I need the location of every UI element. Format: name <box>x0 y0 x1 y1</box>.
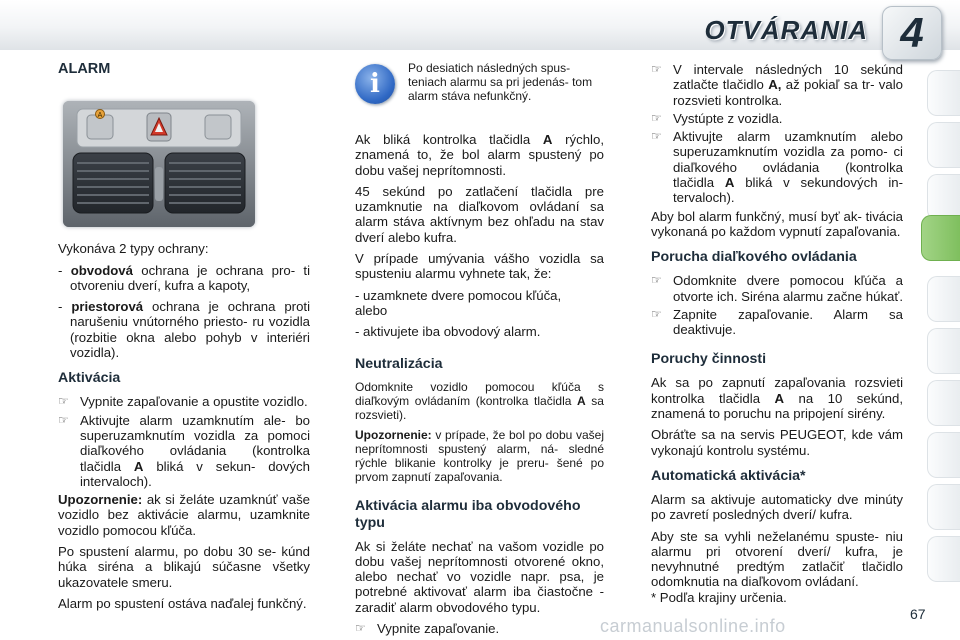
chapter-tab-1[interactable] <box>927 70 960 116</box>
sirene-para: Po spustení alarmu, po dobu 30 se- kúnd húka siréna a blikajú súčasne všetky ukazovatele smeru. <box>58 544 310 590</box>
blink-para <box>355 132 604 178</box>
list-item <box>651 273 903 304</box>
upozornenie-label: Upozornenie: <box>58 492 143 508</box>
auto-para-1: Alarm sa aktivuje automaticky dve minúty po zavretí posledných dverí/ kufra. <box>651 491 903 523</box>
list-item <box>651 307 903 338</box>
column-2 <box>355 62 604 639</box>
watermark: carmanualsonline.info <box>600 616 786 636</box>
type-obvodova-label: obvodová <box>70 262 133 278</box>
chapter-tab-3[interactable] <box>927 174 960 220</box>
list-item <box>651 111 903 126</box>
heading-automaticka: Automatická aktivácia* <box>651 467 806 484</box>
neutral-warning <box>355 428 604 484</box>
wash-para: V prípade umývania vášho vozidla sa spusteniu alarmu vyhnete tak, že: <box>355 251 604 282</box>
upozornenie-text: ak si želáte uzamknúť vaše vozidlo bez aktivácie alarmu, uzamknite vozidlo pomocou kľúča. <box>58 492 310 538</box>
pointing-hand-icon: ☞ <box>651 62 662 76</box>
chapter-tabs <box>926 70 960 610</box>
heading-poruchy: Poruchy činnosti <box>651 351 767 368</box>
info-note <box>355 62 604 126</box>
pointing-hand-icon: ☞ <box>651 306 662 321</box>
functional-para: Aby bol alarm funkčný, musí byť ak- tivácia vykonaná po každom vypnutí zapaľovania. <box>651 208 903 239</box>
chapter-number: 4 <box>900 9 924 56</box>
chapter-tab-10[interactable] <box>927 536 960 582</box>
para-text: sa rozsvieti). <box>355 393 604 422</box>
item-text: Zapnite zapaľovanie. Alarm sa deaktivuje. <box>673 306 903 338</box>
type-priestorova-text: ochrana je ochrana proti narušeniu vnútorného priesto- ru vozidla (rozbitie okna alebo pohyb v interiéri vozidla). <box>70 299 311 361</box>
chapter-title: OTVÁRANIA <box>704 15 868 45</box>
section-heading-alarm: ALARM <box>58 61 111 77</box>
para-text: Ak sa po zapnutí zapaľovania rozsvieti kontrolka tlačidla <box>651 375 903 406</box>
chapter-number-badge <box>882 6 942 60</box>
item-text: Aktivujte alarm uzamknutím ale- bo superuzamknutím vozidla za pomoci diaľkového ovládania (kontrolka tlačidla <box>80 412 310 474</box>
dashboard-photo <box>63 101 255 227</box>
pointing-hand-icon: ☞ <box>58 412 69 427</box>
chapter-tab-5[interactable] <box>927 276 960 322</box>
para-text: rýchlo, znamená to, že bol alarm spustený po dobu vašej neprítomnosti. <box>355 132 604 178</box>
para-text: v prípade, že bol po dobu vašej neprítomnosti spustený alarm, ná- sledné rýchle blikanie kontrolky je preru- šené po prvom zapnutí zapaľovania. <box>355 427 604 484</box>
info-note-text: Po desiatich následných spus- teniach alarmu sa pri jedenás- tom alarm stáva nefunkčný. <box>408 61 593 103</box>
item-text: bliká v sekundových in- tervaloch). <box>673 175 903 206</box>
button-a-ref: A <box>774 390 785 406</box>
obvod-para: Ak si želáte nechať na vašom vozidle po dobu vašej neprítomnosti otvorené okno, alebo nechať vo vozidle napr. psa, je potrebné aktivovať alarm iba čiastočne - zaradiť alarm obvodového typu. <box>355 538 604 615</box>
list-item <box>651 62 903 108</box>
button-a-ref: A, <box>768 77 782 93</box>
type-obvodova-text: ochrana je ochrana pro- ti otvoreniu dverí, kufra a kapoty, <box>70 262 310 293</box>
heading-obvodovy: Aktivácia alarmu iba obvodového typu <box>355 497 581 531</box>
item-text: V intervale následných 10 sekúnd zatlačte tlačidlo <box>673 62 903 93</box>
chapter-tab-9[interactable] <box>927 484 960 530</box>
auto-para-2: Aby ste sa vyhli neželanému spuste- niu alarmu pri otvorení dverí/ kufra, je nevyhnutné predtým zatlačiť tlačidlo odomknutia na diaľkovom ovládaní. <box>651 528 903 590</box>
para-text: na 10 sekúnd, znamená to poruchu na pripojení sirény. <box>651 390 903 422</box>
column-1 <box>58 62 310 617</box>
servis-para: Obráťte sa na servis PEUGEOT, kde vám vykonajú kontrolu systému. <box>651 427 903 458</box>
upozornenie-para <box>58 492 310 538</box>
chapter-tab-8[interactable] <box>927 432 960 478</box>
footnote: * Podľa krajiny určenia. <box>651 590 787 605</box>
pointing-hand-icon: ☞ <box>355 621 366 636</box>
pointing-hand-icon: ☞ <box>58 394 69 409</box>
para-text: Ak bliká kontrolka tlačidla <box>355 132 543 147</box>
heading-neutralizacia: Neutralizácia <box>355 355 443 372</box>
item-text: Vystúpte z vozidla. <box>673 110 783 126</box>
info-icon: i <box>355 64 395 104</box>
item-text: bliká v sekun- dových intervaloch). <box>80 458 310 489</box>
page-number: 67 <box>910 606 926 622</box>
heading-porucha: Porucha diaľkového ovládania <box>651 249 857 266</box>
type-priestorova-label: priestorová <box>71 299 144 315</box>
list-item <box>651 129 903 205</box>
item-text: Vypnite zapaľovanie a opustite vozidlo. <box>80 394 308 410</box>
item-text: Vypnite zapaľovanie. <box>377 621 500 637</box>
poruchy-para <box>651 375 903 421</box>
wash-option-2: - aktivujete iba obvodový alarm. <box>355 324 541 340</box>
pointing-hand-icon: ☞ <box>651 110 662 125</box>
button-a-label: A <box>97 112 103 120</box>
wash-option-or: alebo <box>355 302 388 318</box>
button-a-ref: A <box>133 458 144 474</box>
list-item <box>58 413 310 489</box>
para-text: Odomknite vozidlo pomocou kľúča s diaľkovým ovládaním (kontrolka tlačidla <box>355 379 604 408</box>
chapter-tab-4-active[interactable] <box>921 215 960 261</box>
item-text: až pokiaľ sa tr- valo rozsvieti kontrolka. <box>673 77 904 108</box>
chapter-tab-2[interactable] <box>927 122 960 168</box>
intro-text: Vykonáva 2 typy ochrany: <box>58 241 209 257</box>
heading-aktivacia: Aktivácia <box>58 370 121 387</box>
button-a-ref: A <box>724 175 735 191</box>
pointing-hand-icon: ☞ <box>651 129 662 144</box>
wash-option-1: - uzamknete dvere pomocou kľúča, <box>355 287 562 303</box>
column-3 <box>651 62 903 596</box>
neutral-para <box>355 380 604 422</box>
item-text: Aktivujte alarm uzamknutím alebo superuzamknutím vozidla za pomo- ci diaľkového ovládania (kontrolka tlačidla <box>673 129 903 191</box>
dashboard-illustration <box>63 101 255 227</box>
chapter-tab-7[interactable] <box>927 380 960 426</box>
list-item <box>58 394 310 409</box>
delay-para: 45 sekúnd po zatlačení tlačidla pre uzamknutie na diaľkovom ovládaní sa alarm stáva aktívnym bez ohľadu na stav dverí alebo kufra. <box>355 183 604 245</box>
pointing-hand-icon: ☞ <box>651 273 662 288</box>
chapter-tab-6[interactable] <box>927 328 960 374</box>
button-a-ref: A <box>577 393 586 408</box>
type-obvodova: - obvodová ochrana je ochrana pro- ti otvoreniu dverí, kufra a kapoty, <box>58 262 310 293</box>
button-a-ref: A <box>542 132 553 147</box>
type-priestorova: - priestorová ochrana je ochrana proti narušeniu vnútorného priesto- ru vozidla (rozbitie okna alebo pohyb v interiéri vozidla). <box>58 299 311 361</box>
list-item <box>355 621 604 636</box>
item-text: Odomknite dvere pomocou kľúča a otvorte ich. Siréna alarmu začne húkať. <box>673 273 903 304</box>
still-active-para: Alarm po spustení ostáva naďalej funkčný. <box>58 595 307 611</box>
upozornenie-label: Upozornenie: <box>355 427 432 442</box>
